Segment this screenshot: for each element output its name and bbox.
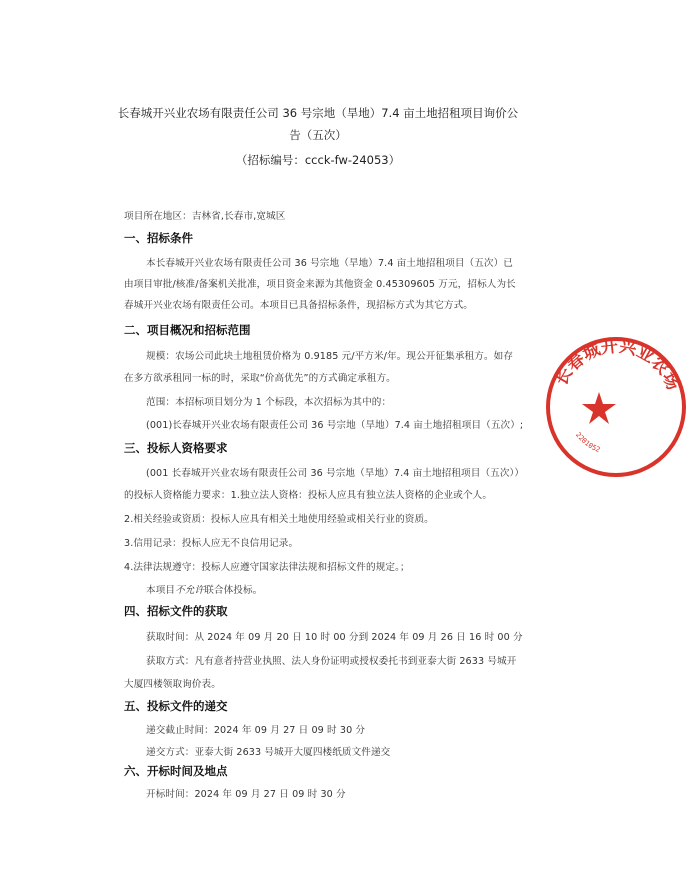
paragraph: 3.信用记录：投标人应无不良信用记录。 [124,538,299,549]
paragraph: 递交截止时间：2024 年 09 月 27 日 09 时 30 分 [146,725,366,736]
paragraph: 的投标人资格能力要求：1.独立法人资格：投标人应具有独立法人资格的企业或个人。 [124,490,493,501]
tender-number: （招标编号：ccck-fw-24053） [235,153,401,167]
section-heading-6: 六、开标时间及地点 [124,764,228,778]
paragraph: 在多方欲承租同一标的时，采取“价高优先”的方式确定承租方。 [124,373,396,384]
paragraph: 由项目审批/核准/备案机关批准，项目资金来源为其他资金 0.45309605 万元，招标人为长 [124,279,516,290]
document-title-line1: 长春城开兴业农场有限责任公司 36 号宗地（旱地）7.4 亩土地招租项目询价公 [117,106,519,120]
italic-text: 不允许 [175,585,205,596]
paragraph: 规模：农场公司此块土地租赁价格为 0.9185 元/平方米/年。现公开征集承租方。如存 [146,351,514,362]
paragraph: (001)长春城开兴业农场有限责任公司 36 号宗地（旱地）7.4 亩土地招租项目（五次）; [146,420,524,431]
paragraph: 春城开兴业农场有限责任公司。本项目已具备招标条件，现招标方式为其它方式。 [124,300,473,311]
seal-outer-ring [548,339,684,475]
paragraph: 范围：本招标项目划分为 1 个标段，本次招标为其中的： [146,397,392,408]
paragraph: 4.法律法规遵守：投标人应遵守国家法律法规和招标文件的规定。； [124,562,410,573]
section-heading-5: 五、投标文件的递交 [124,699,228,713]
paragraph: 获取时间：从 2024 年 09 月 20 日 10 时 00 分到 2024 年 09 月 26 日 16 时 00 分 [146,632,523,643]
paragraph: 大厦四楼领取询价表。 [124,679,221,690]
text-span: 本项目 [146,585,176,596]
document-title-line2: 告（五次） [289,128,347,142]
paragraph: 获取方式：凡有意者持营业执照、法人身份证明或授权委托书到亚泰大街 2633 号城开 [146,656,517,667]
project-location: 项目所在地区：吉林省,长春市,宽城区 [124,211,286,222]
section-heading-2: 二、项目概况和招标范围 [124,323,251,337]
paragraph: 递交方式：亚泰大街 2633 号城开大厦四楼纸质文件递交 [146,747,391,758]
paragraph: 2.相关经验或资质：投标人应具有相关土地使用经验或相关行业的资质。 [124,514,434,525]
text-span: 联合体投标。 [204,585,263,596]
section-heading-4: 四、招标文件的获取 [124,604,228,618]
seal-arc-text: 长春城开兴业农场 [551,336,683,394]
seal-star-icon [582,392,616,424]
seal-code: 2201052 [573,430,602,455]
section-heading-1: 一、招标条件 [124,231,193,245]
company-seal [541,332,691,482]
paragraph: (001 长春城开兴业农场有限责任公司 36 号宗地（旱地）7.4 亩土地招租项目（五次）） [146,468,525,479]
section-heading-3: 三、投标人资格要求 [124,441,228,455]
paragraph: 开标时间：2024 年 09 月 27 日 09 时 30 分 [146,789,346,800]
paragraph [146,582,262,596]
paragraph: 本长春城开兴业农场有限责任公司 36 号宗地（旱地）7.4 亩土地招租项目（五次）已 [146,258,513,269]
